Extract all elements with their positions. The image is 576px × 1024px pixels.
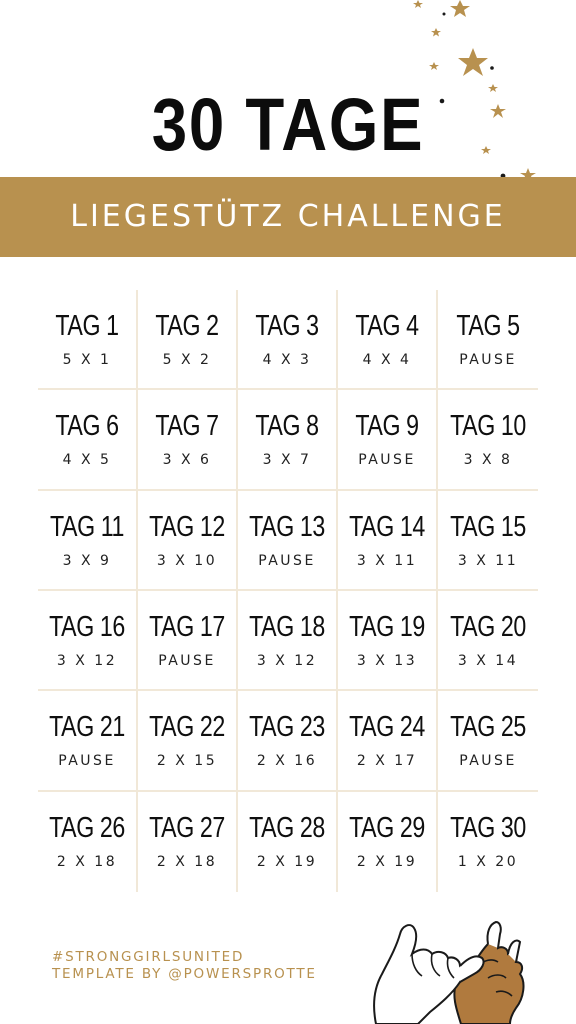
day-label: TAG 2	[155, 310, 219, 342]
day-reps: PAUSE	[459, 352, 517, 368]
day-cell	[138, 691, 238, 791]
day-reps: 2 X 18	[156, 853, 218, 870]
day-cell	[338, 290, 438, 390]
day-label: TAG 10	[450, 410, 526, 443]
day-reps: 4 X 5	[62, 452, 112, 469]
day-label: TAG 28	[249, 811, 325, 844]
day-reps: 3 X 12	[256, 653, 318, 669]
day-cell	[38, 591, 138, 691]
day-cell	[338, 591, 438, 691]
day-reps: 3 X 14	[457, 653, 519, 669]
day-cell	[38, 491, 138, 591]
day-cell	[238, 390, 338, 490]
day-cell	[438, 591, 538, 691]
day-reps: PAUSE	[459, 753, 517, 770]
day-reps: 2 X 16	[256, 753, 318, 770]
day-reps: 3 X 11	[457, 552, 519, 569]
day-reps: PAUSE	[358, 452, 416, 469]
day-cell	[138, 792, 238, 892]
day-label: TAG 15	[450, 510, 526, 543]
day-reps: 3 X 8	[463, 452, 513, 469]
day-label: TAG 27	[149, 811, 225, 844]
day-cell	[438, 290, 538, 390]
day-label: TAG 13	[249, 510, 325, 543]
day-label: TAG 11	[49, 510, 125, 543]
day-cell	[438, 390, 538, 490]
page-title: 30 TAGE	[151, 83, 425, 166]
day-label: TAG 6	[55, 410, 119, 443]
day-reps: 2 X 17	[356, 753, 418, 770]
day-cell	[238, 691, 338, 791]
day-reps: 3 X 12	[56, 653, 118, 669]
day-reps: 2 X 15	[156, 753, 218, 770]
day-label: TAG 29	[349, 811, 425, 844]
day-label: TAG 8	[255, 410, 319, 443]
day-label: TAG 14	[349, 510, 425, 543]
day-reps: 1 X 20	[457, 853, 519, 870]
day-label: TAG 24	[349, 711, 425, 744]
hashtag-text: #STRONGGIRLSUNITED	[52, 949, 245, 965]
day-reps: 3 X 7	[262, 452, 312, 469]
day-label: TAG 3	[255, 310, 319, 342]
day-reps: 4 X 3	[262, 352, 312, 368]
day-cell	[338, 491, 438, 591]
day-cell	[138, 591, 238, 691]
day-cell	[38, 792, 138, 892]
day-label: TAG 7	[155, 410, 219, 443]
day-label: TAG 26	[49, 811, 125, 844]
day-label: TAG 23	[249, 711, 325, 744]
day-reps: 2 X 18	[56, 853, 118, 870]
day-cell	[38, 290, 138, 390]
day-reps: 5 X 2	[162, 352, 212, 368]
day-reps: PAUSE	[58, 753, 116, 770]
day-label: TAG 5	[456, 310, 520, 342]
day-label: TAG 4	[355, 310, 419, 342]
day-reps: PAUSE	[158, 653, 216, 669]
day-label: TAG 22	[149, 711, 225, 744]
day-reps: 2 X 19	[256, 853, 318, 870]
day-cell	[138, 491, 238, 591]
day-cell	[38, 691, 138, 791]
day-reps: 3 X 13	[356, 653, 418, 669]
banner-title: LIEGESTÜTZ CHALLENGE	[70, 199, 506, 234]
day-cell	[238, 290, 338, 390]
day-reps: PAUSE	[258, 552, 316, 569]
day-cell	[338, 792, 438, 892]
day-cell	[438, 691, 538, 791]
day-cell	[338, 691, 438, 791]
day-label: TAG 16	[49, 611, 125, 643]
day-reps: 2 X 19	[356, 853, 418, 870]
day-reps: 3 X 6	[162, 452, 212, 469]
day-reps: 3 X 10	[156, 552, 218, 569]
day-reps: 3 X 9	[62, 552, 112, 569]
credit-text: TEMPLATE BY @POWERSPROTTE	[52, 966, 317, 982]
day-cell	[238, 591, 338, 691]
day-cell	[338, 390, 438, 490]
pinky-promise-hands-icon	[356, 908, 556, 1024]
challenge-grid	[38, 290, 538, 892]
day-label: TAG 21	[49, 711, 125, 744]
challenge-banner	[0, 177, 576, 257]
day-label: TAG 25	[450, 711, 526, 744]
day-cell	[138, 290, 238, 390]
day-label: TAG 20	[450, 611, 526, 643]
day-reps: 3 X 11	[356, 552, 418, 569]
day-label: TAG 12	[149, 510, 225, 543]
day-label: TAG 9	[355, 410, 419, 443]
day-cell	[138, 390, 238, 490]
day-cell	[438, 491, 538, 591]
day-cell	[438, 792, 538, 892]
day-reps: 5 X 1	[62, 352, 112, 368]
day-label: TAG 19	[349, 611, 425, 643]
day-label: TAG 30	[450, 811, 526, 844]
day-label: TAG 17	[149, 611, 225, 643]
day-cell	[38, 390, 138, 490]
day-label: TAG 1	[55, 310, 119, 342]
day-cell	[238, 792, 338, 892]
day-reps: 4 X 4	[362, 352, 412, 368]
day-label: TAG 18	[249, 611, 325, 643]
day-cell	[238, 491, 338, 591]
